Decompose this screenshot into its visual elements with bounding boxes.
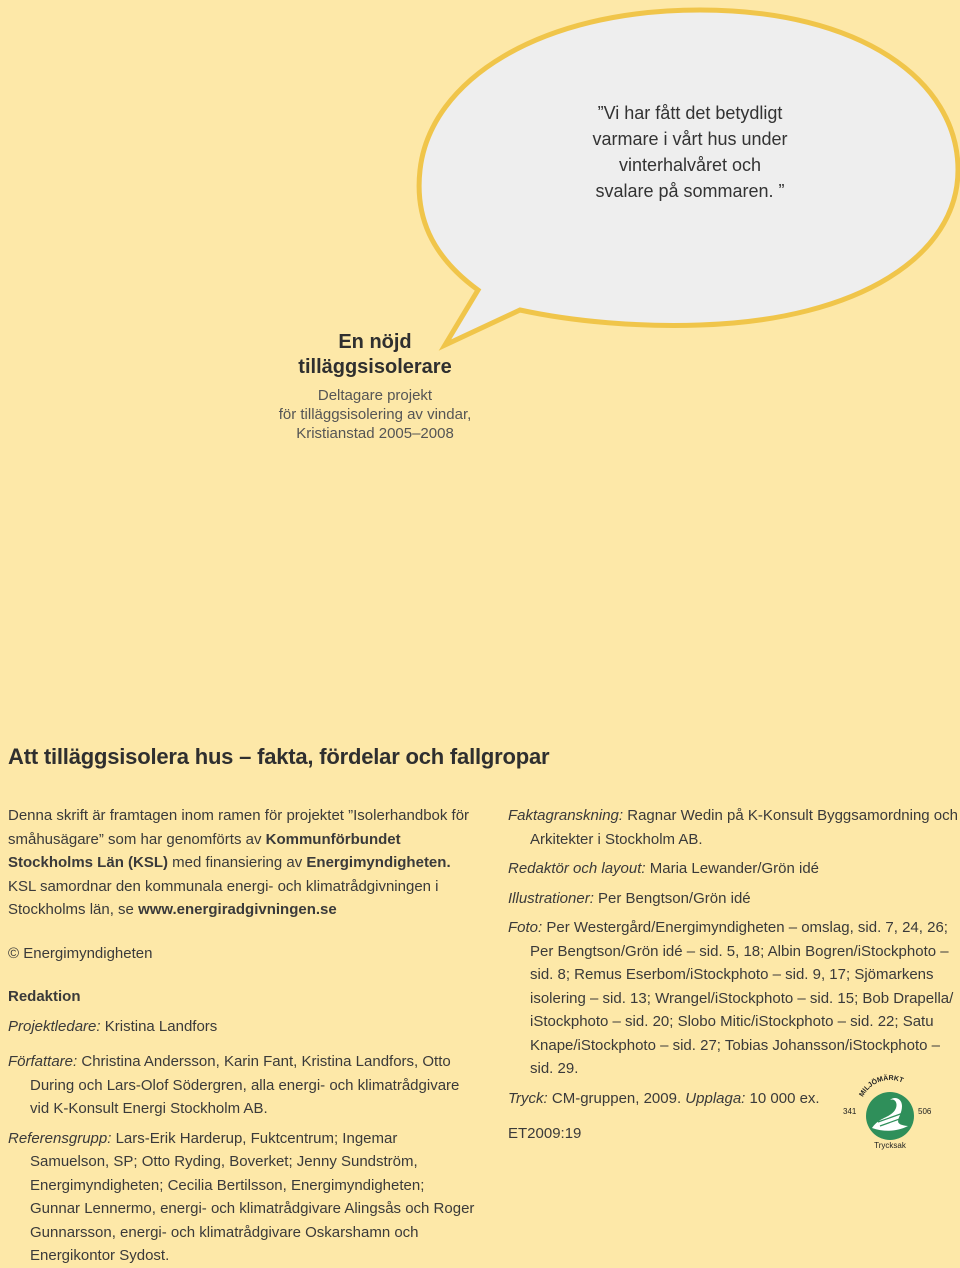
- quote-line: vinterhalvåret och: [618, 155, 762, 175]
- intro-paragraph: [8, 804, 478, 922]
- redaktion-heading: Redaktion: [8, 988, 81, 1005]
- speaker-description: Deltagare projekt: [317, 387, 433, 404]
- credit-label: Författare:: [8, 1053, 78, 1070]
- quote-line: ”Vi har fått det betydligt: [597, 103, 783, 123]
- ecolabel-top-text: MILJÖMÄRKT: [858, 1074, 905, 1099]
- speaker-description: Kristianstad 2005–2008: [296, 425, 454, 442]
- ecolabel-left-number: 341: [843, 1107, 857, 1116]
- speaker-attribution: [250, 330, 500, 443]
- credit-text: Per Bengtson/Grön idé: [593, 889, 751, 907]
- copyright-line: © Energimyndigheten: [8, 944, 153, 962]
- credit-text: Per Westergård/Energimyndigheten – omslag, sid. 7, 24, 26; Per Bengtson/Grön idé – sid. 5, 18; Albin Bogren/iStockphoto – sid. 8; Remus Eserbom/iStockphoto – sid. 9, 17; Sjömarkens isolering – sid. 13; Wrangel/iStockphoto – sid. 15; Bob Drapella/ iStockphoto – sid. 20; Slobo Mitic/iStockphoto – sid. 22; Satu Knape/iStockphoto – sid. 27; Tobias Johansson/iStockphoto – sid. 29.: [530, 919, 954, 1077]
- ecolabel-right-number: 506: [918, 1107, 932, 1116]
- credit-projektledare: [8, 1015, 478, 1039]
- credit-forfattare: [8, 1050, 478, 1121]
- energimyndigheten-name: Energimyndigheten.: [306, 854, 451, 871]
- credit-label: Redaktör och layout:: [508, 860, 646, 877]
- intro-text: KSL samordnar den kommunala energi- och klimatrådgivningen i Stockholms län, se: [8, 877, 439, 918]
- intro-text: med finansiering av: [168, 854, 307, 871]
- quote-line: svalare på sommaren. ”: [595, 181, 785, 201]
- credit-text: Christina Andersson, Karin Fant, Kristina Landfors, Otto During och Lars-Olof Södergren, alla energi- och klimatrådgivare vid K-Konsult Energi Stockholm AB.: [30, 1053, 460, 1117]
- page-heading: Att tilläggsisolera hus – fakta, fördelar och fallgropar: [8, 744, 550, 769]
- intro-text: Denna skrift är framtagen inom ramen för projektet ”Isolerhandbok för småhusägare” som har genomförts av: [8, 807, 470, 848]
- speaker-name: tilläggsisolerare: [298, 356, 452, 378]
- quote-text: [560, 100, 820, 204]
- credit-label: Faktagranskning:: [508, 807, 624, 824]
- quote-line: varmare i vårt hus under: [592, 129, 788, 149]
- credit-referensgrupp: [8, 1127, 478, 1268]
- credit-foto: [508, 916, 958, 1081]
- upplaga-label: Upplaga:: [681, 1089, 746, 1107]
- speaker-name: En nöjd: [338, 331, 412, 353]
- tryck-label: Tryck:: [508, 1089, 548, 1107]
- credit-redaktor: [508, 857, 958, 881]
- credit-text: Kristina Landfors: [100, 1017, 218, 1035]
- swan-ecolabel-icon: [840, 1072, 940, 1152]
- credit-faktagranskning: [508, 804, 958, 851]
- credit-label: Illustrationer:: [508, 889, 594, 907]
- credit-label: Projektledare:: [8, 1017, 101, 1035]
- website-link[interactable]: www.energiradgivningen.se: [138, 901, 337, 918]
- tryck-value: CM-gruppen, 2009.: [547, 1089, 682, 1107]
- ksl-name: Kommunförbundet Stockholms Län (KSL): [8, 830, 401, 871]
- credit-label: Foto:: [508, 919, 543, 936]
- speaker-description: för tilläggsisolering av vindar,: [278, 406, 472, 423]
- upplaga-value: 10 000 ex.: [745, 1089, 820, 1107]
- credit-text: Maria Lewander/Grön idé: [645, 860, 820, 877]
- left-column: [8, 804, 478, 1268]
- publication-code: ET2009:19: [508, 1125, 582, 1142]
- credit-text: Ragnar Wedin på K-Konsult Byggsamordning och Arkitekter i Stockholm AB.: [530, 807, 958, 848]
- ecolabel-bottom-text: Trycksak: [874, 1141, 906, 1150]
- credit-text: Lars-Erik Harderup, Fuktcentrum; Ingemar Samuelson, SP; Otto Ryding, Boverket; Jenny Sundström, Energimyndigheten; Cecilia Bertilsson, Energimyndigheten; Gunnar Lennermo, energi- och klimatrådgivare Alingsås och Roger Gunnarsson, energi- och klimatrådgivare Oskarshamn och Energikontor Sydost.: [30, 1129, 475, 1264]
- credit-illustrationer: [508, 887, 958, 911]
- credit-label: Referensgrupp:: [8, 1129, 112, 1147]
